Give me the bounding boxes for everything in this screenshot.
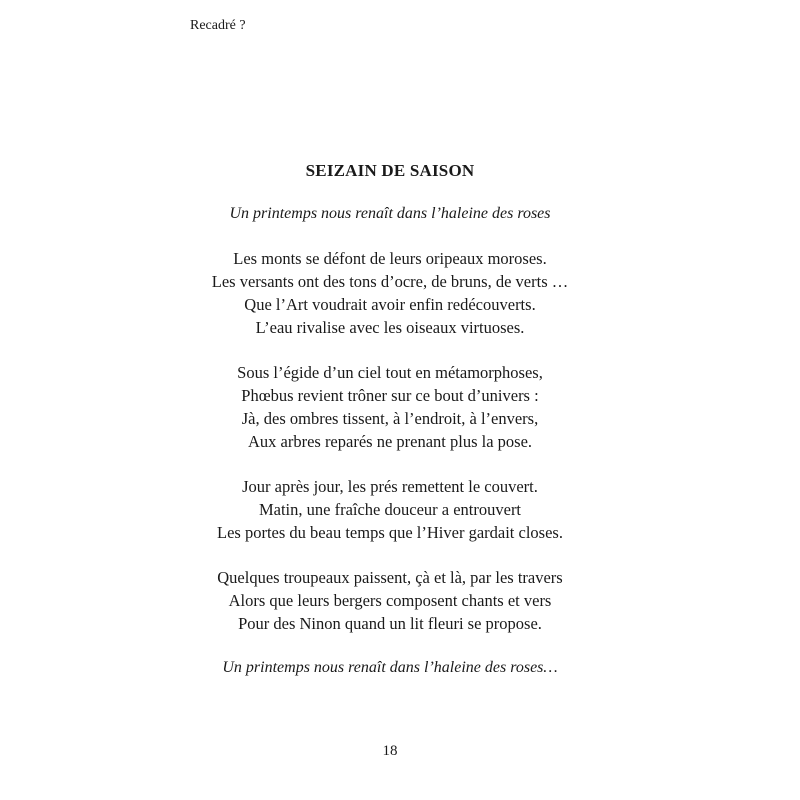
- verse-line: Alors que leurs bergers composent chants et vers: [228, 591, 552, 610]
- verse-line: Jà, des ombres tissent, à l’endroit, à l’envers,: [241, 409, 539, 428]
- verse-line: Les portes du beau temps que l’Hiver gardait closes.: [217, 523, 563, 542]
- verse-line: Que l’Art voudrait avoir enfin redécouverts.: [244, 295, 536, 314]
- poem-closing-line: Un printemps nous renaît dans l’haleine des roses…: [222, 659, 558, 676]
- page-number: 18: [382, 743, 398, 759]
- verse-line: Pour des Ninon quand un lit fleuri se propose.: [238, 614, 542, 633]
- poem: [0, 160, 780, 679]
- verse-line: Les versants ont des tons d’ocre, de bruns, de verts …: [211, 272, 569, 291]
- verse-line: Aux arbres reparés ne prenant plus la pose.: [247, 432, 533, 451]
- running-header: Recadré ?: [190, 18, 246, 33]
- stanza-2: [0, 361, 780, 453]
- verse-line: Sous l’égide d’un ciel tout en métamorphoses,: [237, 363, 543, 382]
- stanza-4: [0, 566, 780, 635]
- verse-line: Les monts se défont de leurs oripeaux moroses.: [233, 249, 547, 268]
- verse-line: L’eau rivalise avec les oiseaux virtuoses.: [255, 318, 525, 337]
- verse-line: Phœbus revient trôner sur ce bout d’univers :: [241, 386, 539, 405]
- stanza-1: [0, 247, 780, 339]
- poem-title: SEIZAIN DE SAISON: [305, 161, 475, 180]
- verse-line: Matin, une fraîche douceur a entrouvert: [258, 500, 522, 519]
- stanza-3: [0, 475, 780, 544]
- verse-line: Jour après jour, les prés remettent le couvert.: [242, 477, 538, 496]
- poem-epigraph: Un printemps nous renaît dans l’haleine des roses: [229, 205, 551, 222]
- verse-line: Quelques troupeaux paissent, çà et là, par les travers: [217, 568, 563, 587]
